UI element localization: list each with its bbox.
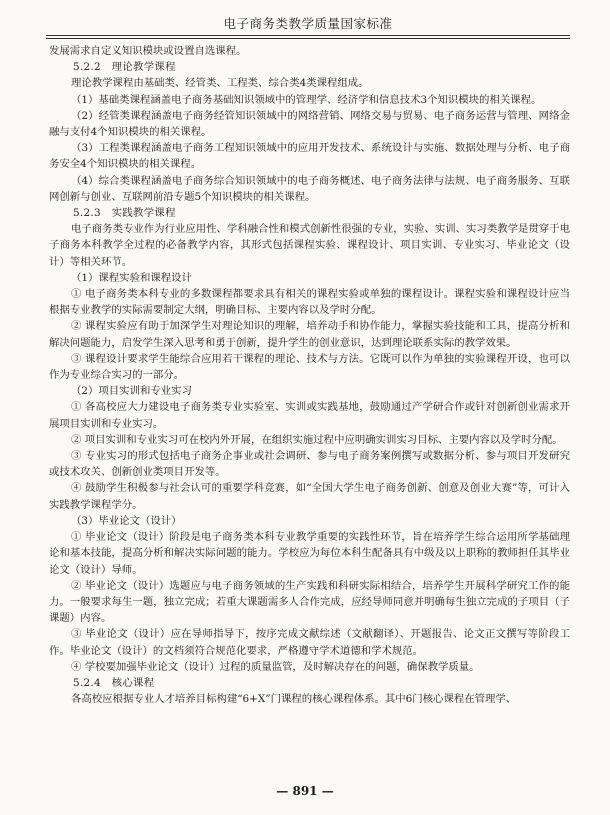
header-rule-top [46, 35, 570, 36]
page-header: 电子商务类教学质量国家标准 [223, 16, 393, 31]
paragraph: ④ 鼓励学生积极参与社会认可的重要学科竞赛，如“全国大学生电子商务创新、创意及创业大赛”等，可计入实践教学课程学分。 [49, 482, 570, 511]
paragraph: （3）工程类课程涵盖电子商务工程知识领域中的应用开发技术、系统设计与实施、数据处理与分析、电子商务安全4个知识模块的相关课程。 [49, 142, 570, 171]
paragraph: 理论教学课程由基础类、经管类、工程类、综合类4类课程组成。 [71, 77, 369, 90]
paragraph: 电子商务类专业作为行业应用性、学科融合性和模式创新性很强的专业，实验、实训、实习类教学是贯穿于电子商务本科教学全过程的必备教学内容，其形式包括课程实验、课程设计、项目实训、专业实习、毕业论文（设计）等相关环节。 [49, 223, 570, 268]
paragraph: 发展需求自定义知识模块或设置自选课程。 [49, 45, 247, 57]
header-rule-bottom [46, 38, 570, 39]
section-heading: 5.2.3 实践教学课程 [73, 207, 176, 220]
paragraph: （1）基础类课程涵盖电子商务基础知识领域中的管理学、经济学和信息技术3个知识模块的相关课程。 [71, 93, 542, 106]
paragraph: ② 毕业论文（设计）选题应与电子商务领域的生产实践和科研实际相结合，培养学生开展科学研究工作的能力。一般要求每生一题，独立完成；若重大课题需多人合作完成，应经导师同意并明确每生独立完成的子项目（子课题）内容。 [49, 579, 570, 625]
paragraph: ① 电子商务类本科专业的多数课程都要求具有相关的课程实验或单独的课程设计。课程实验和课程设计应当根据专业教学的实际需要制定大纲，明确目标、主要内容以及学时分配。 [49, 288, 570, 317]
paragraph: 各高校应根据专业人才培养目标构建“6+X”门课程的核心课程体系。其中6门核心课程在管理学、 [71, 693, 517, 706]
paragraph: ③ 专业实习的形式包括电子商务企事业或社会调研、参与电子商务案例撰写或数据分析、参与项目开发研究或技术攻关、创新创业类项目开发等。 [49, 450, 570, 479]
section-heading: 5.2.4 核心课程 [73, 676, 155, 689]
section-heading: 5.2.2 理论教学课程 [73, 61, 176, 74]
paragraph: （2）经管类课程涵盖电子商务经管知识领域中的网络营销、网络交易与贸易、电子商务运营与管理、网络金融与支付4个知识模块的相关课程。 [49, 109, 570, 139]
paragraph: ④ 学校要加强毕业论文（设计）过程的质量监管，及时解决存在的问题，确保教学质量。 [71, 660, 480, 673]
paragraph: （2）项目实训和专业实习 [71, 385, 192, 398]
paragraph: （3）毕业论文（设计） [71, 514, 182, 527]
paragraph: （4）综合类课程涵盖电子商务综合知识领域中的电子商务概述、电子商务法律与法规、电子商务服务、互联网创新与创业、互联网前沿专题5个知识模块的相关课程。 [49, 174, 570, 203]
paragraph: ① 各高校应大力建设电子商务类专业实验室、实训或实践基地，鼓励通过产学研合作或针对创新创业需求开展项目实训和专业实习。 [49, 401, 570, 430]
page-body [49, 43, 570, 707]
paragraph: ② 课程实验应有助于加深学生对理论知识的理解，培养动手和协作能力，掌握实验技能和工具，提高分析和解决问题能力，启发学生深入思考和勇于创新，提升学生的创业意识，达到理论联系实际的教学效果。 [49, 320, 570, 349]
paragraph: （1）课程实验和课程设计 [71, 271, 192, 284]
paragraph: ① 毕业论文（设计）阶段是电子商务类本科专业教学重要的实践性环节，旨在培养学生综合运用所学基础理论和基本技能，提高分析和解决实际问题的能力。学校应为每位本科生配备具有中级及以上职称的教师担任其毕业论文（设计）导师。 [49, 531, 570, 576]
paragraph: ③ 课程设计要求学生能综合应用若干课程的理论、技术与方法。它既可以作为单独的实验课程开设，也可以作为专业综合实习的一部分。 [49, 352, 570, 382]
paragraph: ② 项目实训和专业实习可在校内外开展，在组织实施过程中应明确实训实习目标、主要内容以及学时分配。 [71, 433, 563, 446]
paragraph: ③ 毕业论文（设计）应在导师指导下，按序完成文献综述（文献翻译）、开题报告、论文正文撰写等阶段工作。毕业论文（设计）的文档须符合规范化要求，严格遵守学术道德和学术规范。 [49, 628, 570, 657]
page-number: — 891 — [276, 784, 334, 798]
